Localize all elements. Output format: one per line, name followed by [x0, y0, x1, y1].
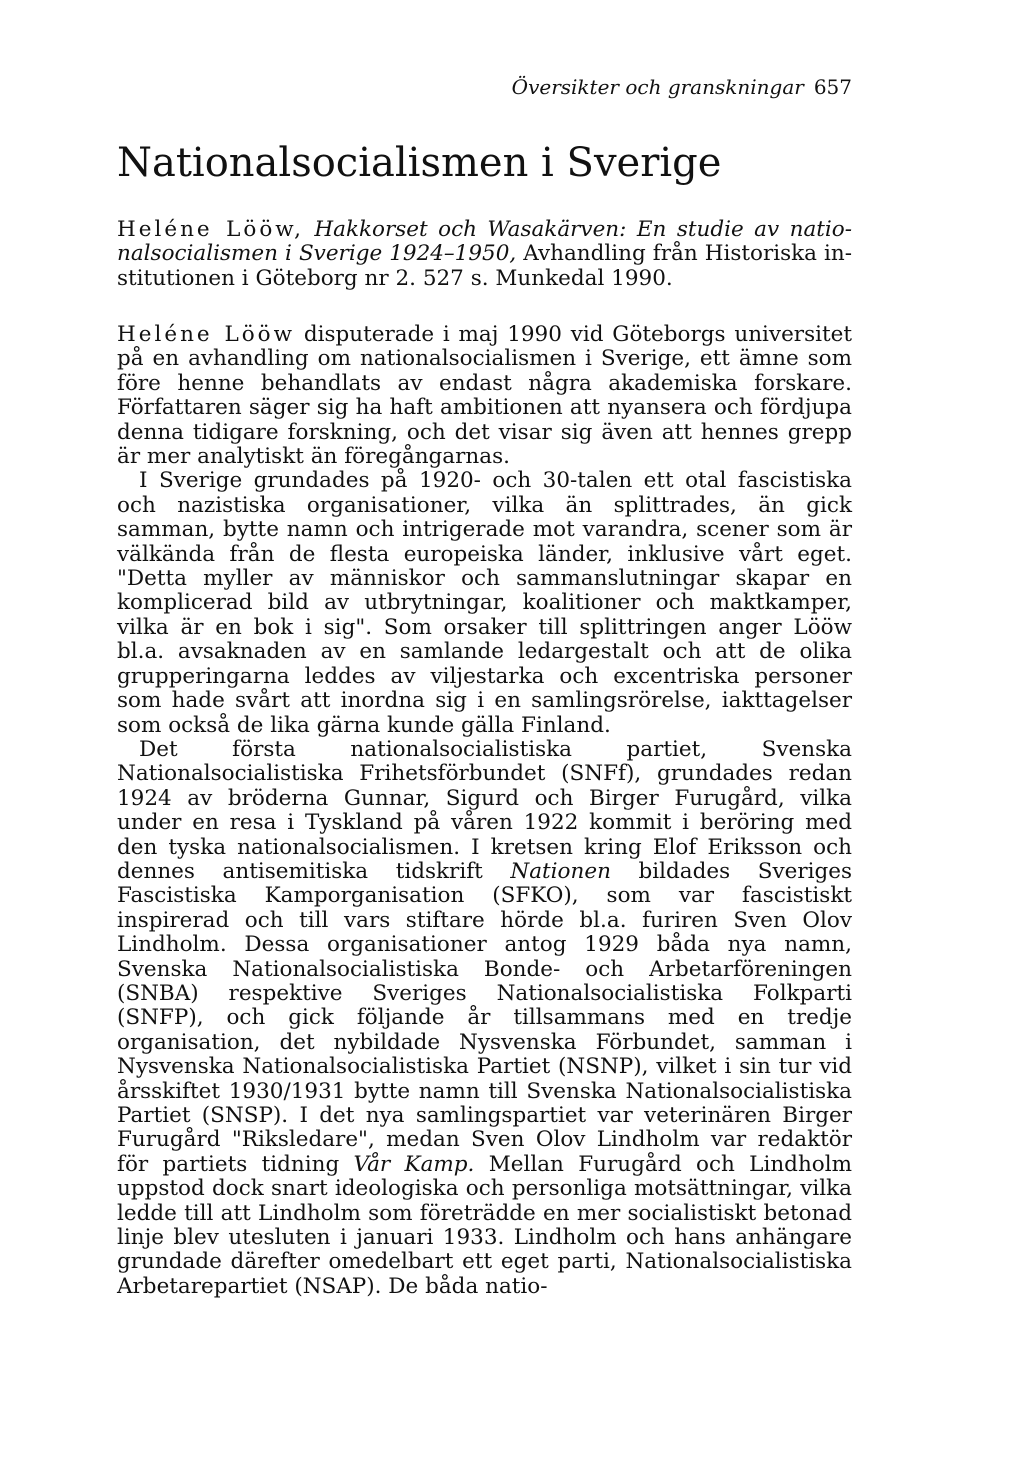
article-title: Nationalsocialismen i Sverige	[117, 140, 722, 186]
paragraph-3	[117, 738, 852, 1299]
running-head-section: Översikter och granskningar	[511, 75, 804, 99]
newspaper-title: Vår Kamp.	[353, 1151, 475, 1177]
review-reference	[117, 218, 852, 291]
journal-title: Nationen	[510, 858, 611, 884]
paragraph-3-text-a: Det första nationalsocialistiska partiet, Svenska Nationalsocialistiska Frihetsförbundet (SNFf), grundades redan 1924 av bröderna Gunnar, Sigurd och Birger Furugård, vilka under en resa i Tyskland på våren 1922 kommit i beröring med den tyska nationalsocialismen. I kretsen kring Elof Eriksson och dennes antisemitiska tidskrift	[117, 736, 852, 884]
page-number: 657	[813, 75, 852, 99]
paragraph-3-text-c: Mellan Furugård och Lindholm uppstod dock snart ideologiska och personliga motsättningar, vilka ledde till att Lindholm som företrädde en mer socialistiskt betonad linje blev utesluten i januari 1933. Lindholm och hans anhängare grundade därefter omedelbart ett eget parti, Nationalsocialistiska Arbetarepartiet (NSAP). De båda natio-	[117, 1151, 852, 1299]
paragraph-1	[117, 323, 852, 469]
paragraph-1-text: disputerade i maj 1990 vid Göteborgs universitet på en avhandling om nationalsocialismen i Sverige, ett ämne som före henne behandlats av endast några akademiska forskare. Författaren säger sig ha haft ambitionen att nyansera och fördjupa denna tidigare forskning, och det visar sig även att hennes grepp är mer analytiskt än föregångarnas.	[117, 322, 852, 470]
review-author: Heléne Lööw,	[117, 217, 304, 242]
paragraph-3-text-b: bildades Sveriges Fascistiska Kamporganisation (SFKO), som var fascistiskt inspirerad och till vars stiftare hörde bl.a. furiren Sven Olov Lindholm. Dessa organisationer antog 1929 båda nya namn, Svenska Nationalsocialistiska Bonde- och Arbetarföreningen (SNBA) respektive Sveriges Nationalsocialistiska Folkparti (SNFP), och gick följande år tillsammans med en tredje organisation, det nybildade Nysvenska Förbundet, samman i Nysvenska Nationalsocialistiska Partiet (NSNP), vilket i sin tur vid årsskiftet 1930/1931 bytte namn till Svenska Nationalsocialistiska Partiet (SNSP). I det nya samlingspartiet var veterinären Birger Furugård "Riksledare", medan Sven Olov Lindholm var redaktör för partiets tidning	[117, 858, 852, 1177]
body-text	[117, 323, 852, 1299]
running-head	[512, 74, 852, 100]
review-book-title: Hakkorset och Wasakärven: En studie av nationalsocialismen i Sverige 1924–1950,	[117, 217, 852, 267]
paragraph-1-author: Heléne Lööw	[117, 322, 296, 347]
page	[117, 0, 852, 1462]
review-details: Avhandling från Historiska institutionen i Göteborg nr 2. 527 s. Munkedal 1990.	[117, 241, 853, 291]
paragraph-2: I Sverige grundades på 1920- och 30-talen ett otal fascistiska och nazistiska organisationer, vilka än splittrades, än gick samman, bytte namn och intrigerade mot varandra, scener som är välkända från de flesta europeiska länder, inklusive vårt eget. "Detta myller av människor och sammanslutningar skapar en komplicerad bild av utbrytningar, koalitioner och maktkamper, vilka är en bok i sig". Som orsaker till splittringen anger Lööw bl.a. avsaknaden av en samlande ledargestalt och att de olika grupperingarna leddes av viljestarka och excentriska personer som hade svårt att inordna sig i en samlingsrörelse, iakttagelser som också de lika gärna kunde gälla Finland.	[117, 468, 852, 738]
